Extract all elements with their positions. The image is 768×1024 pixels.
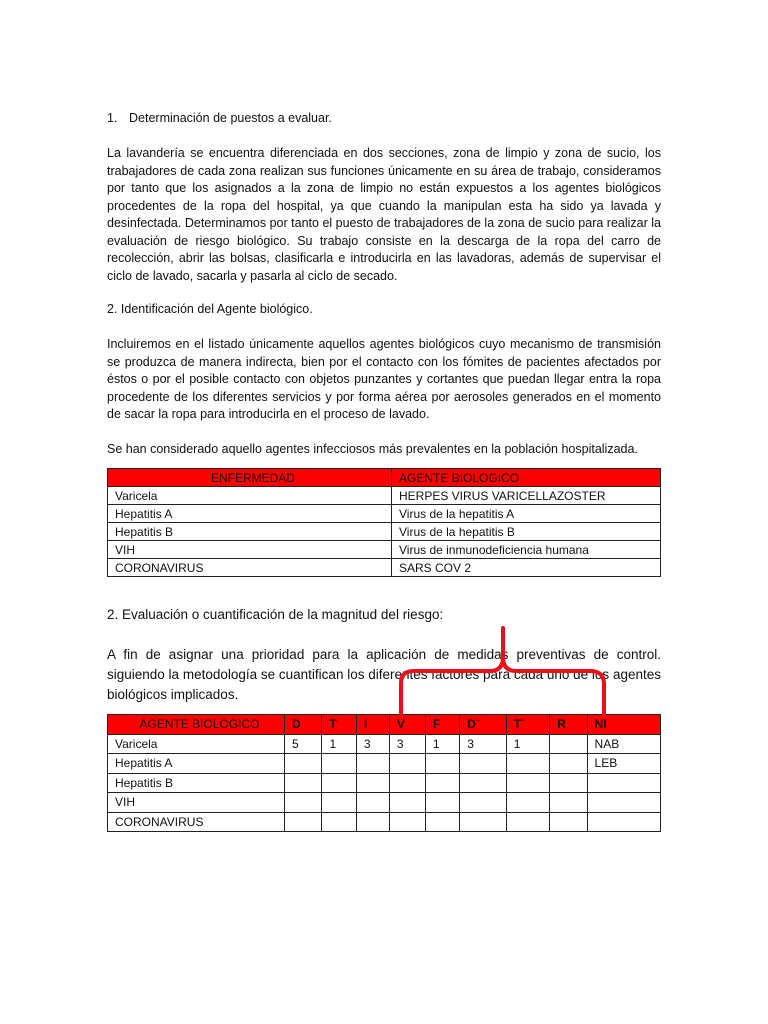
table-row [108, 505, 661, 523]
table-cell [322, 754, 356, 774]
table-cell [389, 754, 425, 774]
column-header: NI [587, 715, 660, 735]
table-cell: NAB [587, 734, 660, 754]
table-row [108, 523, 661, 541]
table-cell [322, 793, 356, 813]
column-header: I [356, 715, 389, 735]
table-cell: 3 [460, 734, 506, 754]
table-cell [285, 754, 322, 774]
table-cell [322, 773, 356, 793]
section-1-heading [107, 110, 332, 126]
table-cell [506, 773, 549, 793]
table-cell [356, 773, 389, 793]
section-2-paragraph: Incluiremos en el listado únicamente aquellos agentes biológicos cuyo mecanismo de transmisión se produzca de manera indirecta, bien por el contacto con los fómites de pacientes afectados por éstos o por el posible contacto con objetos punzantes y cortantes que puedan llegar entra la ropa procedente de los diferentes servicios y por forma aérea por aerosoles generados en el momento de sacar la ropa para introducirla en el proceso de lavado. [107, 337, 661, 421]
table-cell: Hepatitis A [108, 754, 285, 774]
table-cell [389, 812, 425, 832]
table-cell [285, 793, 322, 813]
table-cell [587, 773, 660, 793]
disease-agent-table [107, 468, 661, 577]
table-cell [356, 793, 389, 813]
section-3-heading: 2. Evaluación o cuantificación de la magnitud del riesgo: [107, 607, 444, 622]
table-cell: HERPES VIRUS VARICELLAZOSTER [392, 487, 661, 505]
table-cell [356, 812, 389, 832]
column-header: ENFERMEDAD [108, 469, 392, 487]
table-cell: CORONAVIRUS [108, 812, 285, 832]
table-cell: Hepatitis B [108, 773, 285, 793]
table-cell [425, 812, 459, 832]
table-cell: VIH [108, 793, 285, 813]
table-row [108, 734, 661, 754]
table-cell: 1 [506, 734, 549, 754]
table-cell [425, 773, 459, 793]
table-cell: 1 [322, 734, 356, 754]
table-cell: 3 [356, 734, 389, 754]
table-cell [285, 812, 322, 832]
table-row [108, 773, 661, 793]
table-cell [389, 773, 425, 793]
column-header: AGENTE BIOLOGICO [108, 715, 285, 735]
table-cell: 3 [389, 734, 425, 754]
section-1-paragraph: La lavandería se encuentra diferenciada en dos secciones, zona de limpio y zona de sucio, los trabajadores de cada zona realizan sus funciones únicamente en su área de trabajo, consideramos por tanto que los asignados a la zona de limpio no están expuestos a los agentes biológicos procedentes de la ropa del hospital, ya que cuando la manipulan esta ha sido ya lavada y desinfectada. Determinamos por tanto el puesto de trabajadores de la zona de sucio para realizar la evaluación de riesgo biológico. Su trabajo consiste en la descarga de la ropa del carro de recolección, abrir las bolsas, clasificarla e introducirla en las lavadoras, además de supervisar el ciclo de lavado, sacarla y pasarla al ciclo de secado. [107, 146, 661, 283]
table-cell [460, 773, 506, 793]
table-cell [506, 754, 549, 774]
column-header: D¨ [460, 715, 506, 735]
table-cell: 5 [285, 734, 322, 754]
table-cell: Varicela [108, 487, 392, 505]
table-cell [506, 793, 549, 813]
table-row [108, 541, 661, 559]
table-cell [506, 812, 549, 832]
table-cell [460, 793, 506, 813]
table-row [108, 487, 661, 505]
column-header: D [285, 715, 322, 735]
table-cell [550, 773, 587, 793]
table-cell [587, 793, 660, 813]
column-header: F [425, 715, 459, 735]
column-header: T [322, 715, 356, 735]
table-cell [460, 812, 506, 832]
table-cell: Hepatitis B [108, 523, 392, 541]
table-cell [425, 793, 459, 813]
column-header: AGENTE BIOLOGICO [392, 469, 661, 487]
table-cell: CORONAVIRUS [108, 559, 392, 577]
column-header: V [389, 715, 425, 735]
section-1-title: Determinación de puestos a evaluar. [129, 111, 332, 125]
table-cell [460, 754, 506, 774]
column-header: R [550, 715, 587, 735]
table-cell: SARS COV 2 [392, 559, 661, 577]
table-header-row [108, 469, 661, 487]
table-cell: Virus de inmunodeficiencia humana [392, 541, 661, 559]
table-cell: Hepatitis A [108, 505, 392, 523]
table-cell: VIH [108, 541, 392, 559]
table-cell [285, 773, 322, 793]
table-cell: 1 [425, 734, 459, 754]
table-cell [550, 812, 587, 832]
table-row [108, 559, 661, 577]
section-3-paragraph: A fin de asignar una prioridad para la aplicación de medidas preventivas de control. siguiendo la metodología se cuantifican los diferentes factores para cada uno de los agentes biológicos implicados. [107, 647, 661, 702]
table-cell [587, 812, 660, 832]
table-row [108, 754, 661, 774]
table-row [108, 812, 661, 832]
section-1-number: 1. [107, 111, 118, 125]
table-row [108, 793, 661, 813]
section-2-note: Se han considerado aquello agentes infecciosos más prevalentes en la población hospitalizada. [107, 442, 638, 456]
table-cell: LEB [587, 754, 660, 774]
table-cell [550, 734, 587, 754]
table-cell: Virus de la hepatitis B [392, 523, 661, 541]
risk-evaluation-table [107, 714, 661, 832]
table-cell [550, 793, 587, 813]
table-cell [322, 812, 356, 832]
table-header-row [108, 715, 661, 735]
section-2-heading: 2. Identificación del Agente biológico. [107, 302, 313, 316]
table-cell [389, 793, 425, 813]
table-cell: Virus de la hepatitis A [392, 505, 661, 523]
table-cell [550, 754, 587, 774]
table-cell: Varicela [108, 734, 285, 754]
table-cell [425, 754, 459, 774]
column-header: T¨ [506, 715, 549, 735]
table-cell [356, 754, 389, 774]
